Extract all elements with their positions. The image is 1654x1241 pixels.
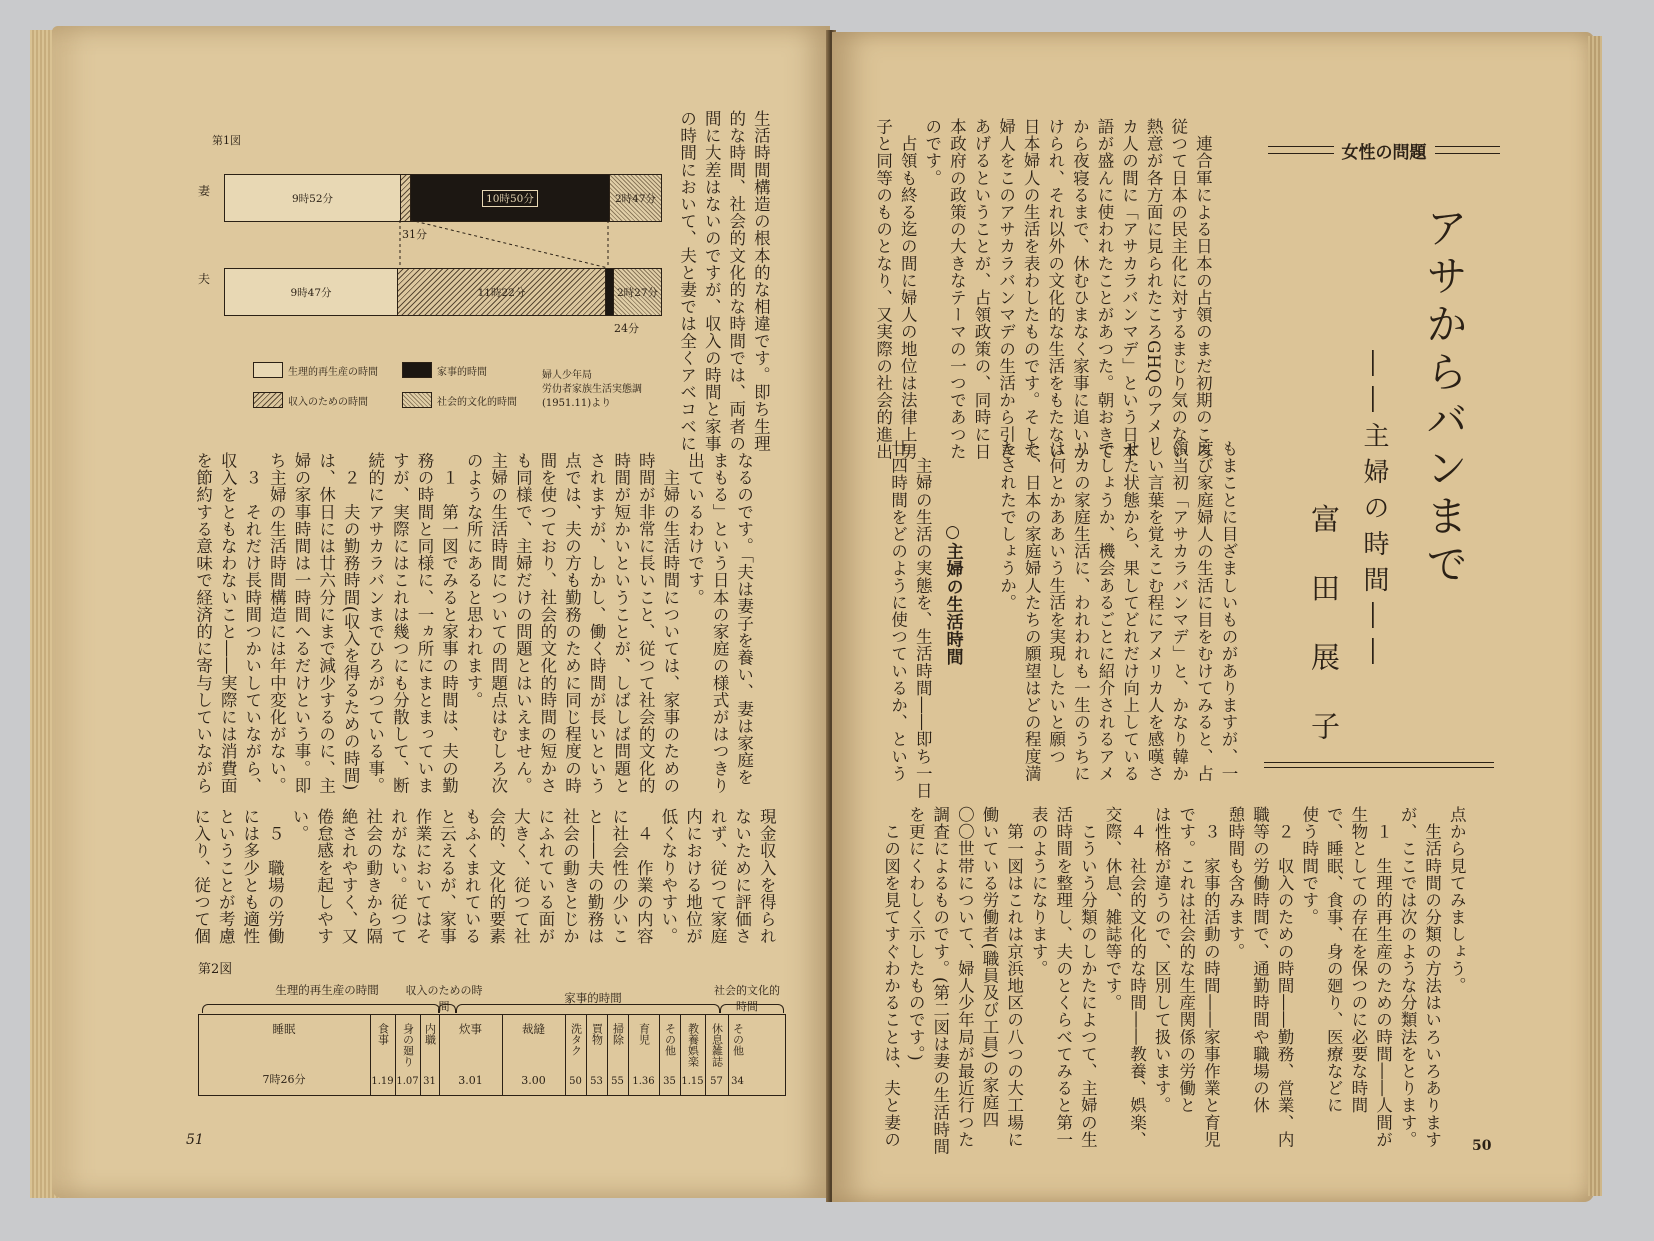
table-cell-name: その他 [731, 1023, 745, 1056]
right-lower-line: 調査によるものです。(第二図は妻の生活時間 [930, 806, 950, 1156]
left-lower-line: 低くなりやすい。 [658, 808, 678, 945]
right-lower-line: は性格が違うので、区別して扱います。 [1152, 806, 1172, 1114]
left-middle-line: すが、実際にはこれは幾つにも分散して、断 [390, 452, 410, 794]
right-upper-line: 占領も終る迄の間に婦人の地位は法律上男 [898, 118, 918, 460]
left-lower-line: 大きく、従つて社 [511, 808, 531, 945]
table-cell [659, 1015, 679, 1095]
table-cell-value: 53 [590, 1076, 603, 1087]
bar-segment-social: 2時27分 [614, 269, 661, 315]
right-lower-line: が、ここでは次のような分類法をとります。 [1398, 806, 1418, 1148]
table-cell [420, 1015, 438, 1095]
table-cell [586, 1015, 606, 1095]
table-cell-value: 1.15 [681, 1076, 704, 1087]
right-upper-line: 子と同等のものとなり、又実際の社会的進出 [873, 118, 893, 460]
left-middle-line: されますが、しかし、働く時間が長いという [587, 452, 607, 794]
right-heading-line: 主婦の生活の実態を、生活時間――即ち一日 [913, 440, 933, 800]
table-cell [502, 1015, 564, 1095]
left-lower-line: もふくまれている [462, 808, 482, 945]
table-cell-name: 休息雑誌 [710, 1023, 724, 1067]
right-middle-line: リカの家庭生活に、われわれも一生のうちに [1071, 440, 1091, 782]
table-cell-value: 55 [611, 1076, 624, 1087]
section-heading-text [885, 440, 934, 800]
figure2-table [198, 1014, 786, 1096]
left-middle-text [190, 452, 756, 794]
right-upper-line: 従つて日本の民主化に対するまじり気のない [1168, 118, 1188, 460]
legend-house: 家事的時間 [437, 367, 487, 378]
right-lower-line: この図を見てすぐわかることは、夫と妻の [881, 806, 901, 1148]
left-lower-line: 倦怠感を起しやす [314, 808, 334, 945]
figure2-group-social: 社会的文化的時間 [714, 984, 780, 1013]
right-lower-line: 働いている労働者(職員及び工員)の家庭四 [979, 806, 999, 1128]
table-cell-value: 34 [731, 1076, 744, 1087]
table-cell-name: 洗タク [569, 1023, 583, 1056]
left-lower-line: に入り、従つて個 [191, 808, 211, 945]
left-lower-line: れず、従つて家庭 [708, 808, 728, 945]
left-middle-line: 時間が非常に長いこと、従つて社会的文化的 [636, 452, 656, 794]
left-lower-line: に社会性の少いこ [609, 808, 629, 945]
left-middle-line: 務の時間と同様に、一ヵ所にまとまっていま [414, 452, 434, 794]
table-cell [705, 1015, 727, 1095]
right-middle-line: せた状態から、果してどれだけ向上している [1120, 440, 1140, 782]
section-rule-left [1268, 146, 1334, 154]
table-cell-name: 育児 [637, 1023, 651, 1045]
right-lower-line: 生活時間の分類の方法はいろいろあります [1422, 806, 1442, 1148]
left-middle-line: 婦の家事時間は一時間へるだけという事。即 [291, 452, 311, 794]
figure1-row-husband: 夫 [198, 272, 211, 286]
left-middle-line: ３ それだけ長時間つかいしていながら、 [242, 452, 262, 794]
table-cell-value: 50 [569, 1076, 582, 1087]
figure2-group-house: 家事的時間 [564, 991, 622, 1005]
figure1-source-3: (1951.11)より [542, 398, 612, 409]
legend-swatch-house [402, 362, 432, 378]
right-upper-line: 本政府の政策の大きなテーマの一つであつた [947, 118, 967, 460]
left-lower-line: と――夫の勤務は [585, 808, 605, 945]
right-lower-line: 使う時間です。 [1299, 806, 1319, 926]
bar-segment-social: 2時47分 [610, 175, 661, 221]
right-upper-line: あげるということが、占領政策の、同時に日 [971, 118, 991, 460]
figure1-source-1: 婦人少年局 [542, 370, 592, 381]
table-cell [628, 1015, 658, 1095]
left-lower-line: にふれている面が [535, 808, 555, 945]
right-upper-line: から夜寝るまで、休むひまなく家事に追いか [1070, 118, 1090, 460]
left-middle-line: 主婦の生活時間については、家事のための [660, 452, 680, 794]
right-upper-line: けられ、それ以外の文化的な生活をもたない [1045, 118, 1065, 460]
table-cell [370, 1015, 394, 1095]
table-cell-value: 1.07 [396, 1076, 419, 1087]
left-middle-line: 時間が短かいということが、しばしば問題と [611, 452, 631, 794]
bar-segment-house-label: 10時50分 [482, 190, 538, 207]
right-middle-line: は何とかああいう生活を実現したいと願つ [1046, 440, 1066, 765]
right-middle-line: た、日本の家庭婦人たちの願望はどの程度満 [1022, 440, 1042, 782]
right-lower-line: です。これは社会的な生産関係の労働と [1176, 806, 1196, 1114]
right-upper-line: 婦人をこのアサカラバンマデの生活から引き [996, 118, 1016, 460]
left-middle-line: 主婦の生活時間についての問題点はむしろ次 [488, 452, 508, 794]
left-middle-line: ２ 夫の勤務時間(収入を得るための時間) [341, 452, 361, 791]
right-lower-line: 活時間を整理し、夫のとくらべてみると第一 [1053, 806, 1073, 1148]
left-middle-line: 続的にアサカラバンまでひろがつている事。 [365, 452, 385, 794]
right-lower-line: 交際、休息、雑誌等です。 [1102, 806, 1122, 1012]
left-lower-line: 社会の動きとじか [560, 808, 580, 945]
figure2-brace-life [202, 1004, 440, 1013]
section-heading: ○主婦の生活時間 [942, 522, 963, 666]
right-lower-line: ４ 社会的文化的な時間――教養、娯楽、 [1127, 806, 1147, 1148]
table-cell-name: 食事 [376, 1023, 390, 1045]
figure2-group-income: 収入のための時間 [405, 984, 483, 1013]
legend-swatch-social [402, 392, 432, 408]
title-bottom-rule [1264, 762, 1494, 768]
left-middle-line: なるのです。「夫は妻子を養い、妻は家庭を [734, 452, 754, 786]
left-lower-line: 内における地位が [683, 808, 703, 945]
right-lower-line: １ 生理的再生産のための時間――人間が [1373, 806, 1393, 1148]
left-lower-line: 会的、文化的要素 [486, 808, 506, 945]
article-subtitle: ――主婦の時間―― [1359, 350, 1389, 674]
right-middle-text [994, 440, 1240, 780]
left-upper-line: 的な時間、社会的文化的な時間では、両者の [726, 110, 746, 452]
table-cell [439, 1015, 501, 1095]
right-lower-line: を更にくわしく示したものです。) [906, 806, 926, 1062]
right-upper-line: 熱意が各方面に見られたころGHQのアメリ [1144, 118, 1164, 452]
section-label: 女性の問題 [1341, 142, 1427, 163]
left-lower-line: と云えるが、家事 [437, 808, 457, 945]
table-cell-value: 3.00 [521, 1074, 546, 1087]
left-middle-line: 点では、夫の方も勤務のために同じ程度の時 [562, 452, 582, 794]
table-cell-name: その他 [663, 1023, 677, 1056]
left-upper-text [674, 110, 772, 452]
table-cell-value: 7時26分 [262, 1073, 306, 1086]
right-lower-line: ３ 家事的活動の時間――家事作業と育児 [1201, 806, 1221, 1148]
left-middle-line: 出ているわけです。 [685, 452, 705, 606]
right-lower-line: 表のようになります。 [1029, 806, 1049, 977]
left-lower-line: ４ 作業の内容 [634, 808, 654, 945]
right-lower-line: 生物としての存在を保つのに必要な時間 [1348, 806, 1368, 1114]
table-cell-name: 身の廻り [401, 1023, 415, 1067]
left-lower-line: ５ 職場の労働 [265, 808, 285, 945]
legend-income: 収入のための時間 [288, 397, 368, 408]
legend-swatch-life [253, 362, 283, 378]
right-lower-line: 〇〇世帯について、婦人少年局が最近行つた [955, 806, 975, 1148]
table-cell-value: 31 [423, 1076, 436, 1087]
right-lower-line: で、睡眠、食事、身の廻り、医療などに [1324, 806, 1344, 1114]
table-cell-value: 3.01 [458, 1074, 483, 1087]
article-title: アサからバンまで [1420, 206, 1469, 590]
table-cell [680, 1015, 704, 1095]
right-lower-line: こういう分類のしかたによつて、主婦の生 [1078, 806, 1098, 1148]
figure2-group-life: 生理的再生産の時間 [275, 983, 379, 997]
left-middle-line: は、休日には廿六分にまで減少するのに、主 [316, 452, 336, 794]
left-lower-line: ないために評価さ [732, 808, 752, 945]
right-upper-line: 連合軍による日本の占領のまだ初期のころ [1193, 118, 1213, 460]
right-lower-text [878, 806, 1468, 1156]
left-middle-line: を節約する意味で経済的に寄与していながら [193, 452, 213, 794]
left-middle-line: のような所にあると思われます。 [464, 452, 484, 709]
left-middle-line: １ 第一図でみると家事の時間は、夫の勤 [439, 452, 459, 794]
right-lower-line: 職等の労働時間で、通勤時間や職場の休 [1250, 806, 1270, 1114]
table-cell-name: 内職 [423, 1023, 437, 1045]
table-cell [199, 1015, 369, 1095]
right-upper-line: カ人の間に「アサカラバンマデ」という日本 [1119, 118, 1139, 460]
table-cell-name: 教養娯楽 [686, 1023, 700, 1067]
left-lower-line: 絶されやすく、又 [339, 808, 359, 945]
right-lower-line: 第一図はこれは京浜地区の八つの大工場に [1004, 806, 1024, 1148]
table-cell-value: 1.19 [371, 1076, 394, 1087]
right-upper-line: のです。 [922, 118, 942, 187]
right-middle-line: もまことに目ざましいものがありますが、一 [1218, 440, 1238, 782]
right-middle-line: 度び家庭婦人の生活に目をむけてみると、占 [1194, 440, 1214, 782]
table-cell-name: 買物 [590, 1023, 604, 1045]
legend-social: 社会的文化的時間 [437, 397, 517, 408]
legend-swatch-income [253, 392, 283, 408]
figure1-source-2: 労仂者家族生活実態調 [542, 384, 642, 395]
right-middle-line: 領当初「アサカラバンマデ」と、かなり韓か [1169, 440, 1189, 782]
table-cell-name: 裁縫 [522, 1022, 545, 1036]
left-middle-line: も同様で、主婦だけの問題とはいえません。 [513, 452, 533, 794]
left-lower-line: 社会の動きから隔 [363, 808, 383, 945]
left-upper-line: 間に大差はないのですが、収入の時間と家事 [702, 110, 722, 452]
right-middle-line: しい言葉を覚えこむ程にアメリカ人を感嘆さ [1145, 440, 1165, 782]
left-middle-line: 収入をともなわないこと――実際には消費面 [218, 452, 238, 794]
table-cell-name: 掃除 [611, 1023, 625, 1045]
left-upper-line: の時間において、夫と妻では全くアベコベに [677, 110, 697, 452]
figure2-label: 第2図 [198, 962, 233, 977]
left-middle-line: 間を使つており、社会的文化的時間の短かさ [537, 452, 557, 794]
figure1-row-wife: 妻 [198, 184, 211, 198]
bar-segment-income: 11時22分 [398, 269, 606, 315]
left-middle-line: ち主婦の生活時間構造には年中変化がない。 [267, 452, 287, 794]
right-lower-line: 憩時間も含みます。 [1225, 806, 1245, 960]
table-cell [607, 1015, 627, 1095]
table-cell [565, 1015, 585, 1095]
left-lower-line: れがない。従つて [388, 808, 408, 945]
right-lower-line: 点から見てみましょう。 [1447, 806, 1467, 995]
table-cell-value: 1.36 [632, 1076, 655, 1087]
left-lower-line: 作業においてはそ [412, 808, 432, 945]
figure2-brace-social [720, 1004, 784, 1013]
left-lower-line: には多少とも適性 [240, 808, 260, 945]
figure2-brace-income [438, 1004, 456, 1013]
right-upper-text [870, 118, 1214, 460]
left-lower-line: ということが考慮 [216, 808, 236, 945]
right-page-number: 50 [1472, 1138, 1492, 1154]
section-band [1268, 140, 1500, 163]
right-upper-line: 語が盛んに使われたことがあつた。朝おきて [1094, 118, 1114, 460]
article-author: 富田展子 [1307, 504, 1341, 780]
left-lower-line: い。 [289, 808, 309, 843]
bar-segment-life: 9時47分 [225, 269, 398, 315]
table-cell [395, 1015, 419, 1095]
table-cell-name: 睡眠 [272, 1022, 296, 1036]
left-middle-line: まもる」という日本の家庭の様式がはつきり [710, 452, 730, 794]
right-heading-line: 廿四時間をどのように使つているか、という [888, 440, 908, 782]
table-cell-value: 57 [710, 1076, 723, 1087]
right-middle-line: たされたでしょうか。 [997, 440, 1017, 611]
right-middle-line: でしょうか、機会あるごとに紹介されるアメ [1095, 440, 1115, 782]
bar-segment-house [606, 269, 614, 315]
left-page-number: 51 [186, 1132, 204, 1148]
legend-life: 生理的再生産の時間 [288, 367, 378, 378]
left-upper-line: 生活時間構造の根本的な相違です。即ち生理 [751, 110, 771, 452]
left-lower-line: 現金収入を得られ [757, 808, 777, 945]
figure1-label: 第1図 [212, 134, 241, 147]
right-lower-line: ２ 収入のための時間――勤務、営業、内 [1275, 806, 1295, 1148]
left-lower-text [188, 808, 778, 956]
figure1-husband-callout: 24分 [614, 322, 639, 335]
figure1-bar-husband [224, 268, 662, 316]
table-cell [728, 1015, 746, 1095]
right-upper-line: 日本婦人の生活を表わしたものです。そして [1021, 118, 1041, 460]
table-cell-name: 炊事 [459, 1022, 482, 1036]
figure1-wife-callout: 31分 [402, 228, 427, 241]
section-rule-right [1435, 146, 1501, 154]
figure2-brace-house [456, 1004, 720, 1013]
bar-segment-life: 9時52分 [225, 175, 401, 221]
table-cell-value: 35 [663, 1076, 676, 1087]
